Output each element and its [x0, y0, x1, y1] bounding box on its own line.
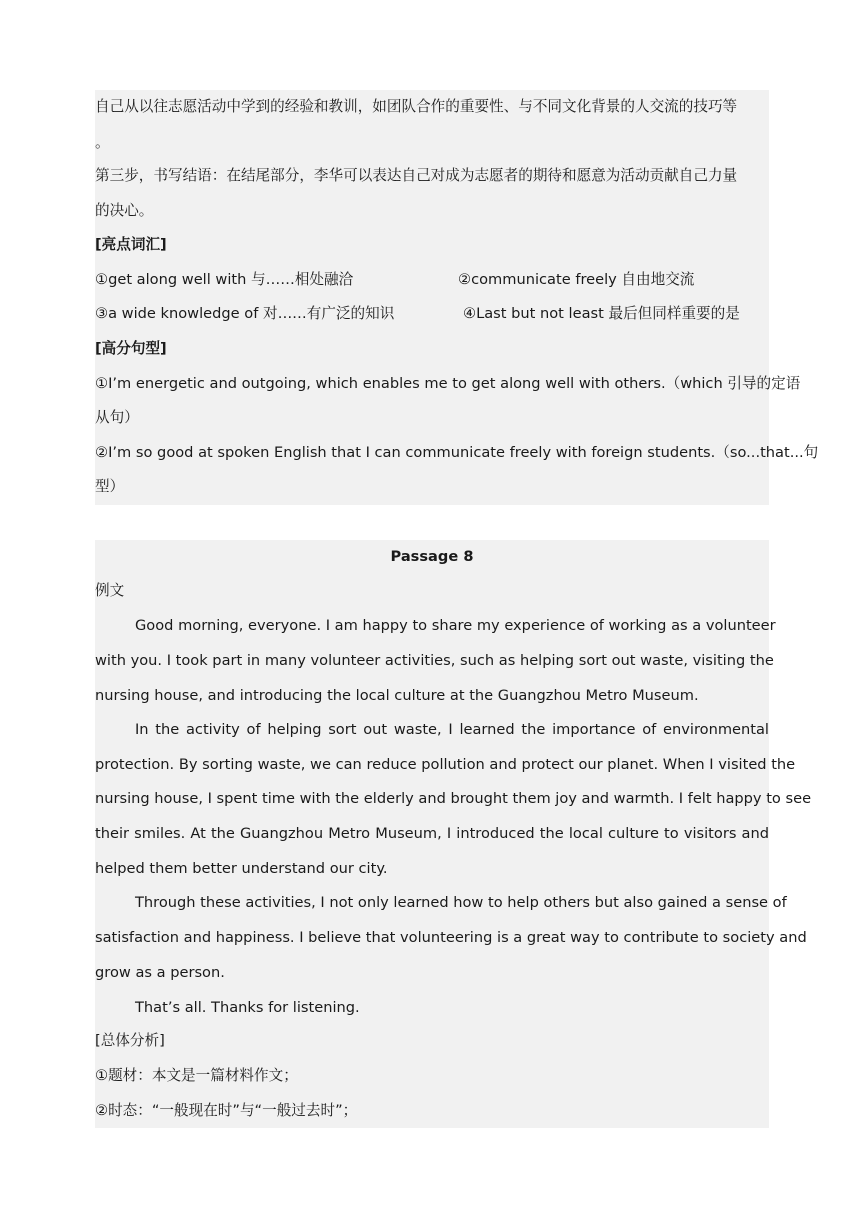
vocab-row [95, 303, 769, 325]
notes-section [95, 90, 819, 505]
vocab-item: ④Last but not least 最后但同样重要的是 [463, 305, 740, 322]
essay-line: with you. I took part in many volunteer activities, such as helping sort out waste, visiting the [95, 652, 774, 669]
analysis-heading: [总体分析] [95, 1032, 165, 1049]
sentence-heading: [高分句型] [95, 340, 167, 357]
vocab-heading: [亮点词汇] [95, 236, 167, 253]
essay-line: Good morning, everyone. I am happy to share my experience of working as a volunteer [135, 617, 776, 634]
sentence-line: ②I’m so good at spoken English that I can communicate freely with foreign students.（so...that...句 [95, 444, 819, 461]
analysis-item: ①题材：本文是一篇材料作文； [95, 1067, 298, 1084]
essay-line: protection. By sorting waste, we can reduce pollution and protect our planet. When I visited the [95, 756, 796, 773]
text-line: 。 [95, 134, 110, 151]
text-line: 自己从以往志愿活动中学到的经验和教训，如团队合作的重要性、与不同文化背景的人交流的技巧等 [95, 98, 738, 115]
essay-line: grow as a person. [95, 964, 225, 981]
analysis-item: ②时态：“一般现在时”与“一般过去时”； [95, 1102, 358, 1119]
essay-line: nursing house, I spent time with the elderly and brought them joy and warmth. I felt happy to see [95, 790, 812, 807]
essay-line: helped them better understand our city. [95, 860, 388, 877]
sentence-line: ①I’m energetic and outgoing, which enables me to get along well with others.（which 引导的定语 [95, 375, 801, 392]
passage-title: Passage 8 [390, 548, 474, 565]
essay-line: Through these activities, I not only learned how to help others but also gained a sense of [135, 894, 787, 911]
vocab-item: ③a wide knowledge of 对……有广泛的知识 [95, 305, 395, 322]
essay-line: That’s all. Thanks for listening. [135, 999, 360, 1016]
essay-line: nursing house, and introducing the local culture at the Guangzhou Metro Museum. [95, 687, 699, 704]
essay-line: their smiles. At the Guangzhou Metro Museum, I introduced the local culture to visitors and [95, 825, 769, 842]
vocab-item: ①get along well with 与……相处融洽 [95, 271, 354, 288]
sentence-line: 从句） [95, 409, 139, 426]
essay-label: 例文 [95, 582, 125, 599]
passage-section [95, 540, 812, 1128]
vocab-item: ②communicate freely 自由地交流 [458, 271, 695, 288]
essay-line: satisfaction and happiness. I believe that volunteering is a great way to contribute to society and [95, 929, 807, 946]
essay-line: In the activity of helping sort out waste, I learned the importance of environmental [135, 721, 769, 738]
vocab-row [95, 269, 769, 291]
sentence-line: 型） [95, 478, 125, 495]
text-line: 的决心。 [95, 202, 154, 219]
text-line: 第三步，书写结语：在结尾部分，李华可以表达自己对成为志愿者的期待和愿意为活动贡献自己力量 [95, 167, 738, 184]
